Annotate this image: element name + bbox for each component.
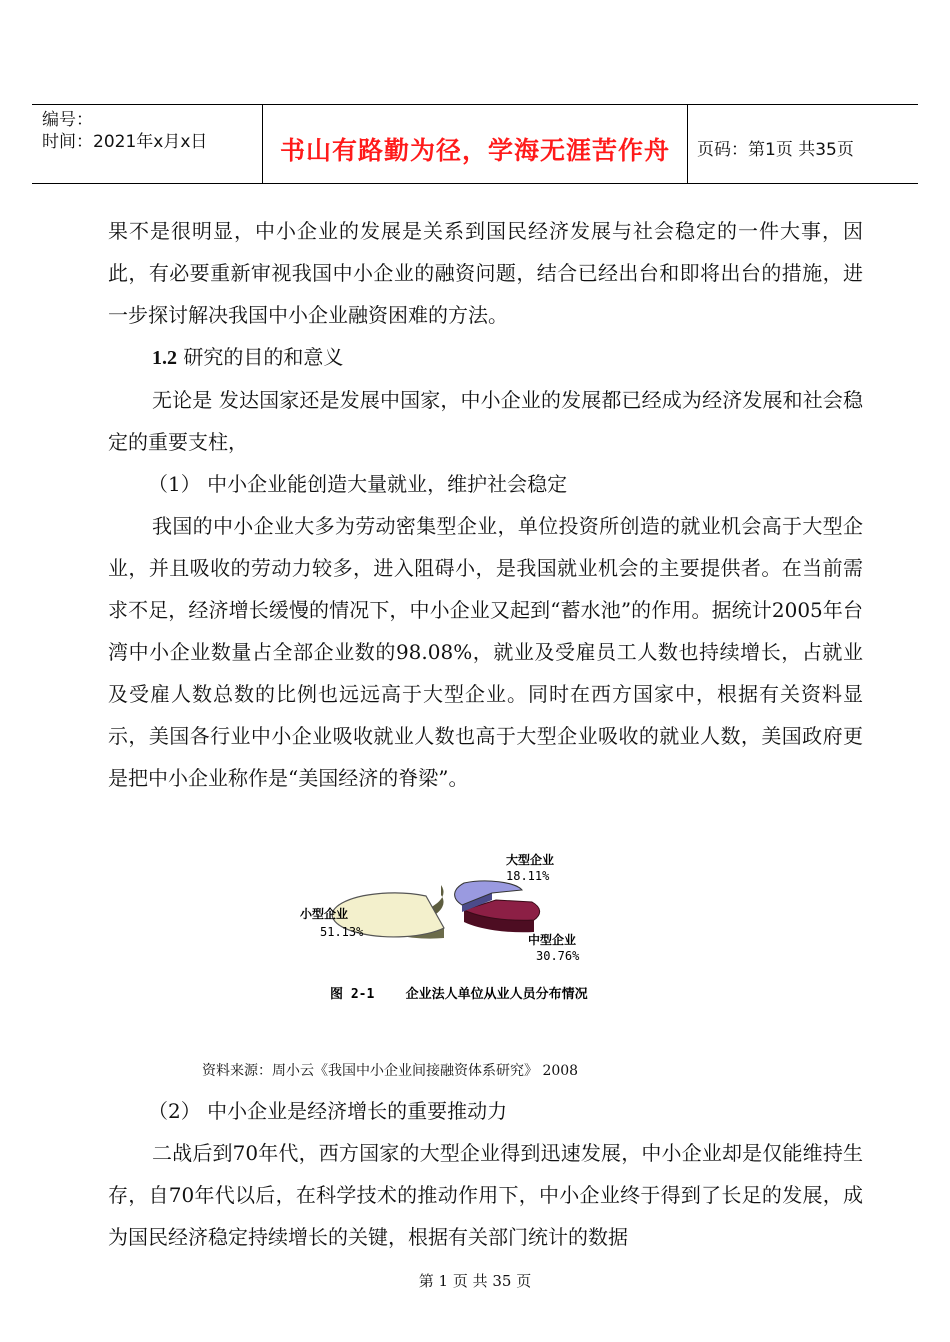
paragraph-continued: 果不是很明显，中小企业的发展是关系到国民经济发展与社会稳定的一件大事，因此，有必要重新审视我国中小企业的融资问题，结合已经出台和即将出台的措施，进一步探讨解决我国中小企业融资困难的方法。 xyxy=(108,219,863,327)
document-number-label: 编号： xyxy=(42,110,93,130)
list-item-2: （2） 中小企业是经济增长的重要推动力 xyxy=(148,1099,508,1123)
section-number: 1.2 xyxy=(152,347,177,369)
page-footer: 第 1 页 共 35 页 xyxy=(418,1272,532,1290)
pie-chart-svg xyxy=(296,850,656,1010)
document-body-continued xyxy=(108,1090,863,1258)
chart-source: 资料来源：周小云《我国中小企业间接融资体系研究》 2008 xyxy=(202,1063,579,1079)
section-heading xyxy=(108,336,863,379)
document-body xyxy=(108,210,863,799)
document-time-label: 时间：2021年x月x日 xyxy=(42,132,208,152)
header-motto-cell xyxy=(262,105,688,183)
section-title: 研究的目的和意义 xyxy=(183,345,344,369)
chart-caption: 图 2-1 企业法人单位从业人员分布情况 xyxy=(330,987,588,1002)
label-small-name: 小型企业 xyxy=(300,907,349,921)
list-item-1: （1） 中小企业能创造大量就业，维护社会稳定 xyxy=(148,472,568,496)
label-small-value: 51.13% xyxy=(320,925,364,939)
pie-chart xyxy=(296,850,656,1010)
label-large-value: 18.11% xyxy=(506,869,550,883)
header-meta-cell xyxy=(32,105,262,183)
header-motto: 书山有路勤为径，学海无涯苦作舟 xyxy=(279,136,670,165)
label-medium-name: 中型企业 xyxy=(528,933,577,947)
paragraph-item2: 二战后到70年代，西方国家的大型企业得到迅速发展，中小企业却是仅能维持生存，自70年代以后，在科学技术的推动作用下，中小企业终于得到了长足的发展，成为国民经济稳定持续增长的关键，根据有关部门统计的数据 xyxy=(108,1141,863,1249)
document-header xyxy=(32,104,918,184)
paragraph-intro: 无论是 发达国家还是发展中国家，中小企业的发展都已经成为经济发展和社会稳定的重要支柱， xyxy=(108,388,863,454)
label-large-name: 大型企业 xyxy=(506,853,555,867)
header-page-info: 页码：第1页 共35页 xyxy=(697,140,854,160)
label-medium-value: 30.76% xyxy=(536,949,580,963)
header-page-cell xyxy=(687,105,918,183)
paragraph-item1: 我国的中小企业大多为劳动密集型企业，单位投资所创造的就业机会高于大型企业，并且吸收的劳动力较多，进入阻碍小，是我国就业机会的主要提供者。在当前需求不足，经济增长缓慢的情况下，中小企业又起到“蓄水池”的作用。据统计2005年台湾中小企业数量占全部企业数的98.08%，就业及受雇员工人数也持续增长，占就业及受雇人数总数的比例也远远高于大型企业。同时在西方国家中，根据有关资料显示，美国各行业中小企业吸收就业人数也高于大型企业吸收的就业人数，美国政府更是把中小企业称作是“美国经济的脊梁”。 xyxy=(108,514,863,790)
